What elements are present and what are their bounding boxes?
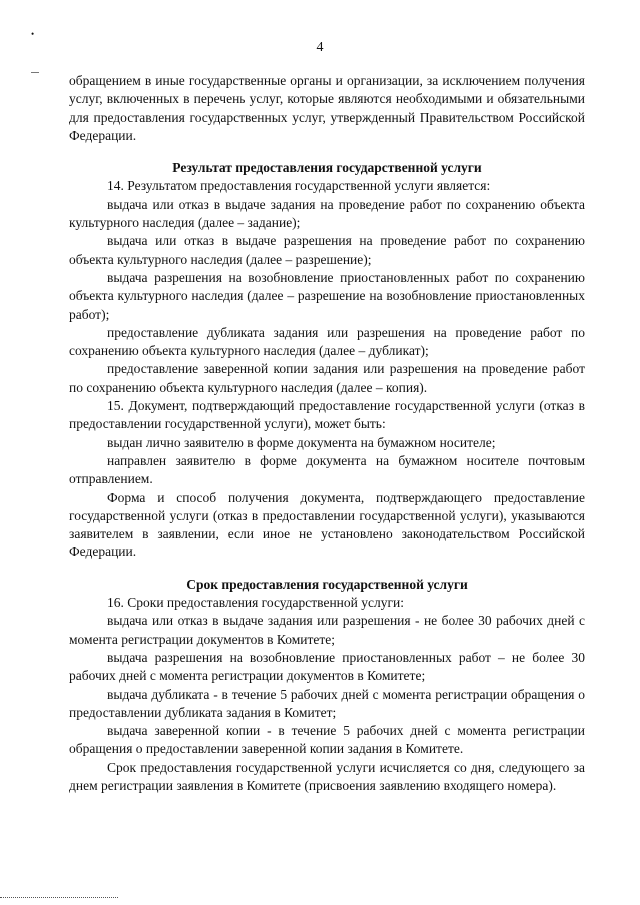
page-number: 4 (316, 40, 324, 55)
footer-rule (0, 897, 118, 899)
list-item-duplicate: предоставление дубликата задания или разрешения на проведение работ по сохранению объекта культурного наследия (далее – дубликат); (69, 324, 585, 359)
term-item-duplicate: выдача дубликата - в течение 5 рабочих дней с момента регистрации обращения о предоставлении дубликата задания в Комитет; (69, 686, 585, 720)
document-body (69, 72, 585, 795)
list-item-copy: предоставление заверенной копии задания или разрешения на проведение работ по сохранению объекта культурного наследия (далее – копия). (69, 361, 585, 395)
scan-mark: • (31, 29, 35, 39)
term-item-copy: выдача заверенной копии - в течение 5 рабочих дней с момента регистрации обращения о предоставлении заверенной копии задания в Комитете. (69, 723, 585, 757)
list-item-task: выдача или отказ в выдаче задания на проведение работ по сохранению объекта культурного наследия (далее – задание); (69, 196, 585, 231)
paragraph-14: 14. Результатом предоставления государственной услуги является: (107, 178, 491, 194)
paragraph-16: 16. Сроки предоставления государственной услуги: (107, 595, 404, 611)
term-item-resume: выдача разрешения на возобновление приостановленных работ – не более 30 рабочих дней с момента регистрации документов в Комитете; (69, 649, 585, 684)
heading-result: Результат предоставления государственной услуги (172, 160, 482, 176)
paragraph-form-method: Форма и способ получения документа, подтверждающего предоставление государственной услуги (отказ в предоставлении государственной услуги), указываются заявителем в заявлении, если иное не установлено законодательством Российской Федерации. (69, 489, 585, 560)
heading-term: Срок предоставления государственной услуги (186, 576, 468, 592)
paragraph-term-calculation: Срок предоставления государственной услуги исчисляется со дня, следующего за днем регистрации заявления в Комитете (присвоения заявлению входящего номера). (69, 759, 585, 793)
list-item-resume-permit: выдача разрешения на возобновление приостановленных работ по сохранению объекта культурного наследия (далее – разрешение на возобновление приостановленных работ); (69, 269, 585, 322)
term-item-task-permit: выдача или отказ в выдаче задания или разрешения - не более 30 рабочих дней с момента регистрации документов в Комитете; (69, 613, 585, 647)
list-item-permit: выдача или отказ в выдаче разрешения на проведение работ по сохранению объекта культурного наследия (далее – разрешение); (69, 233, 585, 267)
intro-paragraph: обращением в иные государственные органы и организации, за исключением получения услуг, включенных в перечень услуг, которые являются необходимыми и обязательными для предоставления государственных услуг, утвержденный Правительством Российской Федерации. (69, 73, 585, 143)
margin-mark (31, 72, 39, 73)
paragraph-15: 15. Документ, подтверждающий предоставление государственной услуги (отказ в предоставлении государственной услуги), может быть: (69, 398, 585, 432)
list-item-by-mail: направлен заявителю в форме документа на бумажном носителе почтовым отправлением. (69, 452, 585, 487)
list-item-in-person: выдан лично заявителю в форме документа на бумажном носителе; (107, 434, 496, 450)
